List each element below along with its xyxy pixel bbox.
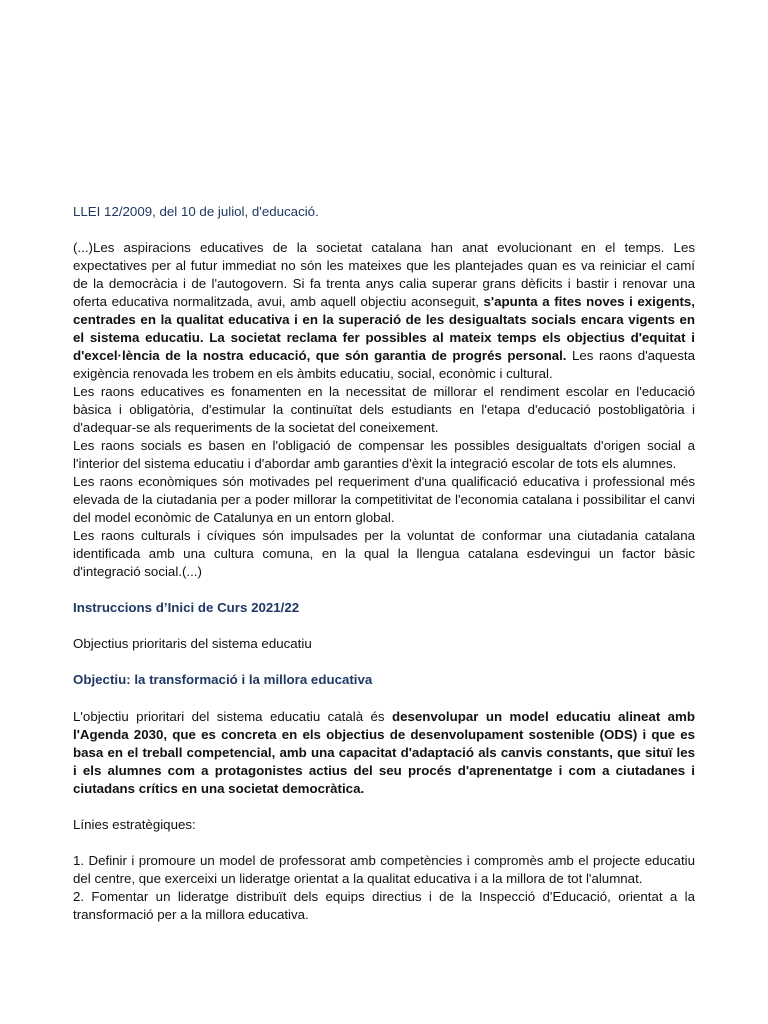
objective-paragraph-emphasis: desenvolupar un model educatiu alineat amb l'Agenda 2030, que es concreta en els objectius de desenvolupament sostenible (ODS) i que es basa en el treball competencial, amb una capacitat d'adaptació als canvis constants, que situï les i els alumnes com a protagonistes actius del seu procés d'aprenentatge i com a ciutadanes i ciutadans crítics en una societat democràtica. (73, 709, 696, 796)
law-paragraph-cultural: Les raons culturals i cíviques són impulsades per la voluntat de conformar una ciutadania catalana identificada amb una cultura comuna, en la qual la llengua catalana esdevingui un factor bàsic d'integració social.(...) (73, 528, 695, 579)
objective-title: Objectiu: la transformació i la millora educativa (73, 672, 373, 687)
law-title: LLEI 12/2009, del 10 de juliol, d'educació. (73, 204, 319, 219)
objective-paragraph (73, 708, 695, 798)
objectives-label: Objectius prioritaris del sistema educatiu (73, 636, 312, 651)
law-paragraph-intro-end: Les raons d'aquesta exigència renovada les trobem en els àmbits educatiu, social, econòmic i cultural. (73, 348, 695, 381)
objective-paragraph-start: L'objectiu prioritari del sistema educatiu català és (73, 709, 392, 724)
strategic-line-1: 1. Definir i promoure un model de professorat amb competències i compromès amb el projecte educatiu del centre, que exerceixi un lideratge orientat a la qualitat educativa i a la millora de tot l'alumnat. (73, 853, 695, 886)
law-paragraph-intro (73, 239, 695, 383)
instructions-title: Instruccions d’Inici de Curs 2021/22 (73, 600, 300, 615)
law-paragraph-economic: Les raons econòmiques són motivades pel requeriment d'una qualificació educativa i professional més elevada de la ciutadania per a poder millorar la competitivitat de l'economia catalana i possibilitar el canvi del model econòmic de Catalunya en un entorn global. (73, 474, 695, 525)
law-paragraph-intro-start: (...)Les aspiracions educatives de la societat catalana han anat evolucionant en el temps. Les expectatives per al futur immediat no són les mateixes que les plantejades quan es va reiniciar el camí de la democràcia i de l'autogovern. Si fa trenta anys calia superar grans dèficits i bastir i renovar una oferta educativa normalitzada, avui, amb aquell objectiu aconseguit, (73, 240, 695, 309)
law-paragraph-intro-emphasis: s'apunta a fites noves i exigents, centrades en la qualitat educativa i en la superació de les desigualtats socials encara vigents en el sistema educatiu. La societat reclama fer possibles al mateix temps els objectius d'equitat i d'excel·lència de la nostra educació, que són garantia de progrés personal. (73, 294, 695, 363)
strategic-line-2: 2. Fomentar un lideratge distribuït dels equips directius i de la Inspecció d'Educació, orientat a la transformació per a la millora educativa. (73, 889, 695, 922)
law-paragraph-social: Les raons socials es basen en l'obligació de compensar les possibles desigualtats d'origen social a l'interior del sistema educatiu i d'abordar amb garanties d'èxit la integració escolar de tots els alumnes. (73, 438, 695, 471)
strategic-lines-label: Línies estratègiques: (73, 817, 196, 832)
law-paragraph-educational: Les raons educatives es fonamenten en la necessitat de millorar el rendiment escolar en l'educació bàsica i obligatòria, d'estimular la continuïtat dels estudiants en l'etapa d'educació postobligatòria i d'adequar-se als requeriments de la societat del coneixement. (73, 384, 695, 435)
